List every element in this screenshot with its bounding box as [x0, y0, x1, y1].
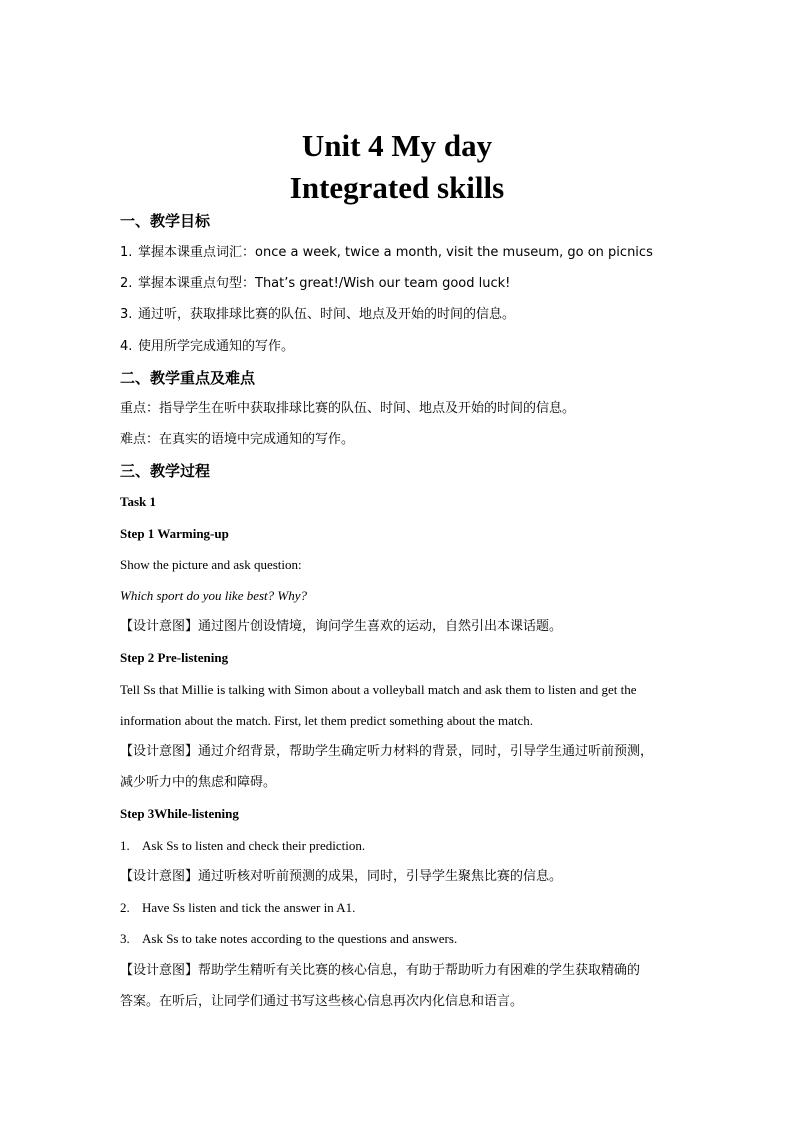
item-text: 通过听，获取排球比赛的队伍、时间、地点及开始的时间的信息。 [138, 307, 516, 322]
step3-item-1 [120, 836, 690, 856]
step2-instruction-line1: Tell Ss that Millie is talking with Simon about a volleyball match and ask them to listen and get the [120, 682, 637, 697]
item-number: 4. [120, 339, 133, 354]
item-text: 掌握本课重点句型：That’s great!/Wish our team good luck! [138, 276, 511, 291]
objective-item-2 [120, 274, 690, 294]
difficult-point: 难点：在真实的语境中完成通知的写作。 [120, 432, 355, 447]
section-heading-objectives: 一、教学目标 [120, 212, 211, 230]
step2-design-intent-line2: 减少听力中的焦虑和障碍。 [120, 775, 277, 790]
section-heading-key-points: 二、教学重点及难点 [120, 369, 256, 387]
step3-design-intent-2-line2: 答案。在听后，让同学们通过书写这些核心信息再次内化信息和语言。 [120, 994, 524, 1009]
item-text: 使用所学完成通知的写作。 [138, 339, 295, 354]
step2-instruction-line2: information about the match. First, let them predict something about the match. [120, 713, 534, 728]
item-number: 1. [120, 245, 133, 260]
step2-title: Step 2 Pre-listening [120, 650, 229, 665]
key-point: 重点：指导学生在听中获取排球比赛的队伍、时间、地点及开始的时间的信息。 [120, 401, 576, 416]
step1-design-intent: 【设计意图】通过图片创设情境，询问学生喜欢的运动，自然引出本课话题。 [120, 619, 563, 634]
objective-item-3 [120, 305, 690, 325]
item-text: Ask Ss to listen and check their prediction. [142, 838, 366, 853]
item-text: Ask Ss to take notes according to the questions and answers. [142, 931, 458, 946]
item-number: 2. [120, 276, 133, 291]
item-text: Have Ss listen and tick the answer in A1. [142, 900, 356, 915]
task-title: Task 1 [120, 494, 157, 509]
step1-instruction: Show the picture and ask question: [120, 557, 302, 572]
objective-item-4 [120, 337, 690, 357]
step3-item-2 [120, 898, 690, 918]
item-number: 1. [120, 838, 130, 853]
step3-title: Step 3While-listening [120, 806, 239, 821]
section-heading-process: 三、教学过程 [120, 462, 211, 480]
objective-item-1 [120, 243, 690, 263]
step2-design-intent-line1: 【设计意图】通过介绍背景，帮助学生确定听力材料的背景，同时，引导学生通过听前预测， [120, 744, 654, 759]
step3-design-intent-1: 【设计意图】通过听核对听前预测的成果，同时，引导学生聚焦比赛的信息。 [120, 869, 563, 884]
step1-question: Which sport do you like best? Why? [120, 588, 308, 603]
page-subtitle: Integrated skills [289, 170, 505, 205]
item-text: 掌握本课重点词汇：once a week, twice a month, visit the museum, go on picnics [138, 245, 653, 260]
item-number: 3. [120, 307, 133, 322]
step3-item-3 [120, 929, 690, 949]
step1-title: Step 1 Warming-up [120, 526, 229, 541]
step3-design-intent-2-line1: 【设计意图】帮助学生精听有关比赛的核心信息，有助于帮助听力有困难的学生获取精确的 [120, 963, 641, 978]
page-title: Unit 4 My day [301, 128, 493, 163]
item-number: 3. [120, 931, 130, 946]
item-number: 2. [120, 900, 130, 915]
